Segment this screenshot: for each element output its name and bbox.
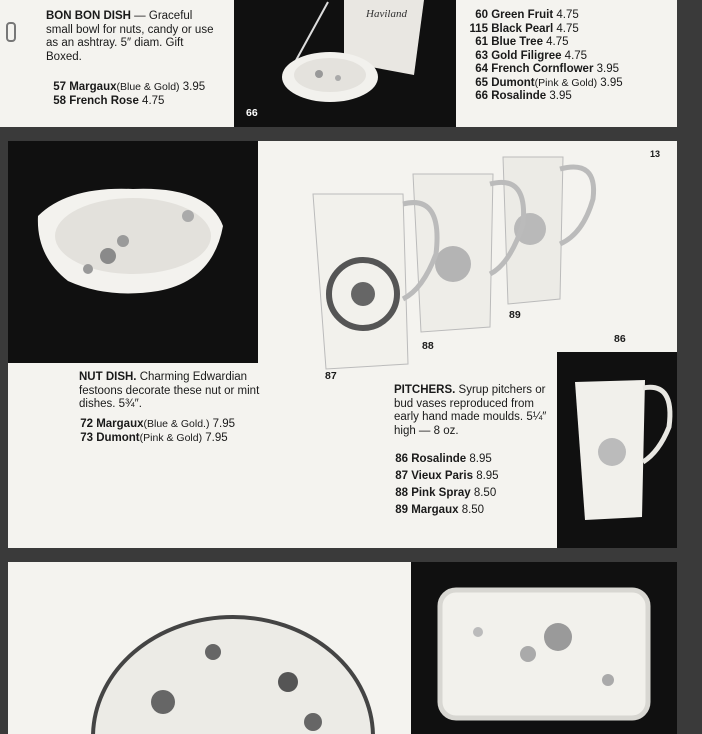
item-number: 61: [475, 36, 488, 48]
item-name: Dumont: [93, 431, 140, 444]
item-price: 3.95: [179, 81, 206, 93]
nut-dish-photo: [8, 141, 258, 363]
item-number: 73: [80, 431, 93, 444]
item-name: Rosalinde: [488, 90, 547, 102]
item-note: (Blue & Gold.): [143, 418, 210, 430]
bonbon-title: BON BON DISH: [46, 10, 131, 22]
item-number: 58: [53, 94, 66, 107]
bottom-illustration: [8, 562, 677, 734]
item-name: Blue Tree: [488, 36, 543, 48]
pitchers-description: [394, 384, 554, 438]
item-price: 4.75: [542, 36, 569, 48]
item-price: 7.95: [209, 418, 236, 430]
price-list-item: [394, 485, 499, 502]
nut-dish-description: [79, 371, 269, 412]
item-price: 3.95: [593, 63, 620, 75]
item-number: 64: [475, 63, 488, 75]
item-price: 3.95: [597, 76, 623, 89]
price-list-item: [466, 90, 623, 104]
item-number: 63: [475, 49, 488, 62]
price-list-item: [79, 432, 235, 446]
pitchers-illustration: [298, 149, 628, 379]
plate-price-list: [466, 9, 623, 104]
item-name: Margaux: [66, 81, 117, 93]
item-name: Green Fruit: [488, 9, 554, 21]
item-name: French Rose: [66, 94, 139, 107]
price-list-item: [394, 468, 499, 485]
price-list-item: [466, 36, 623, 50]
pitchers-title: PITCHERS.: [394, 384, 456, 396]
page-number: 13: [650, 149, 661, 159]
pitchers-desc: Syrup pitchers or bud vases reproduced from early hand made moulds. 5¼″ high — 8 oz.: [394, 384, 547, 437]
item-number: 88: [395, 487, 408, 499]
item-number: 89: [395, 504, 408, 516]
item-name: Black Pearl: [488, 22, 554, 35]
price-list-item: [466, 77, 623, 91]
item-name: Gold Filigree: [488, 49, 562, 62]
item-number: 87: [395, 470, 408, 482]
item-name: Pink Spray: [408, 487, 471, 499]
item-name: French Cornflower: [488, 63, 594, 75]
item-price: 4.75: [561, 49, 588, 62]
price-list-item: [466, 50, 623, 64]
nut-dish-desc: Charming Edwardian festoons decorate these nut or mint dishes. 5¾″.: [79, 371, 260, 410]
pitchers-price-list: [394, 451, 499, 519]
price-list-item: [394, 451, 499, 468]
pitcher-label-87: 87: [325, 370, 337, 382]
catalog-page-bottom: [8, 562, 677, 734]
item-price: 4.75: [138, 94, 165, 107]
price-list-item: [79, 418, 235, 432]
item-name: Rosalinde: [408, 453, 467, 465]
item-note: (Pink & Gold): [534, 76, 598, 89]
item-name: Dumont: [488, 76, 535, 89]
pitcher-label-89: 89: [509, 309, 521, 321]
item-price: 8.95: [473, 470, 499, 482]
pitcher-86-photo: [557, 352, 677, 548]
item-number: 66: [475, 90, 488, 102]
item-price: 4.75: [553, 22, 579, 35]
catalog-page-top: [0, 0, 677, 127]
binder-ring: [6, 22, 16, 42]
catalog-page-middle: [8, 141, 677, 548]
item-price: 8.50: [458, 504, 485, 516]
price-list-item: [52, 95, 205, 109]
bonbon-dish-illustration: [234, 0, 456, 127]
pitcher-86-illustration: [557, 352, 677, 548]
item-number: 72: [80, 418, 93, 430]
item-name: Vieux Paris: [408, 470, 473, 482]
item-price: 8.50: [470, 487, 497, 499]
item-note: (Pink & Gold): [139, 431, 203, 444]
pitcher-label-86: 86: [614, 333, 626, 345]
nut-dish-price-list: [79, 418, 235, 445]
item-price: 3.95: [546, 90, 572, 102]
item-name: Margaux: [93, 418, 144, 430]
item-number: 86: [395, 453, 408, 465]
nut-dish-illustration: [8, 141, 258, 363]
item-number: 65: [475, 76, 488, 89]
pitcher-label-88: 88: [422, 340, 434, 352]
price-list-item: [466, 63, 623, 77]
item-price: 7.95: [202, 431, 228, 444]
bonbon-desc: — Graceful small bowl for nuts, candy or use as an ashtray. 5″ diam. Gift Boxed.: [46, 10, 214, 63]
price-list-item: [394, 502, 499, 519]
price-list-item: [466, 9, 623, 23]
price-list-item: [466, 23, 623, 37]
item-note: (Blue & Gold): [116, 81, 180, 93]
item-price: 8.95: [466, 453, 492, 465]
box-brand-text: Haviland: [366, 8, 407, 20]
bonbon-description: [46, 10, 216, 64]
bonbon-price-list: [52, 81, 205, 108]
item-number: 115: [469, 22, 488, 35]
item-price: 4.75: [553, 9, 579, 21]
nut-dish-title: NUT DISH.: [79, 371, 137, 383]
photo-label-66: 66: [246, 107, 258, 119]
item-number: 60: [475, 9, 488, 21]
bonbon-photo: [234, 0, 456, 127]
item-name: Margaux: [408, 504, 459, 516]
price-list-item: [52, 81, 205, 95]
item-number: 57: [53, 81, 66, 93]
